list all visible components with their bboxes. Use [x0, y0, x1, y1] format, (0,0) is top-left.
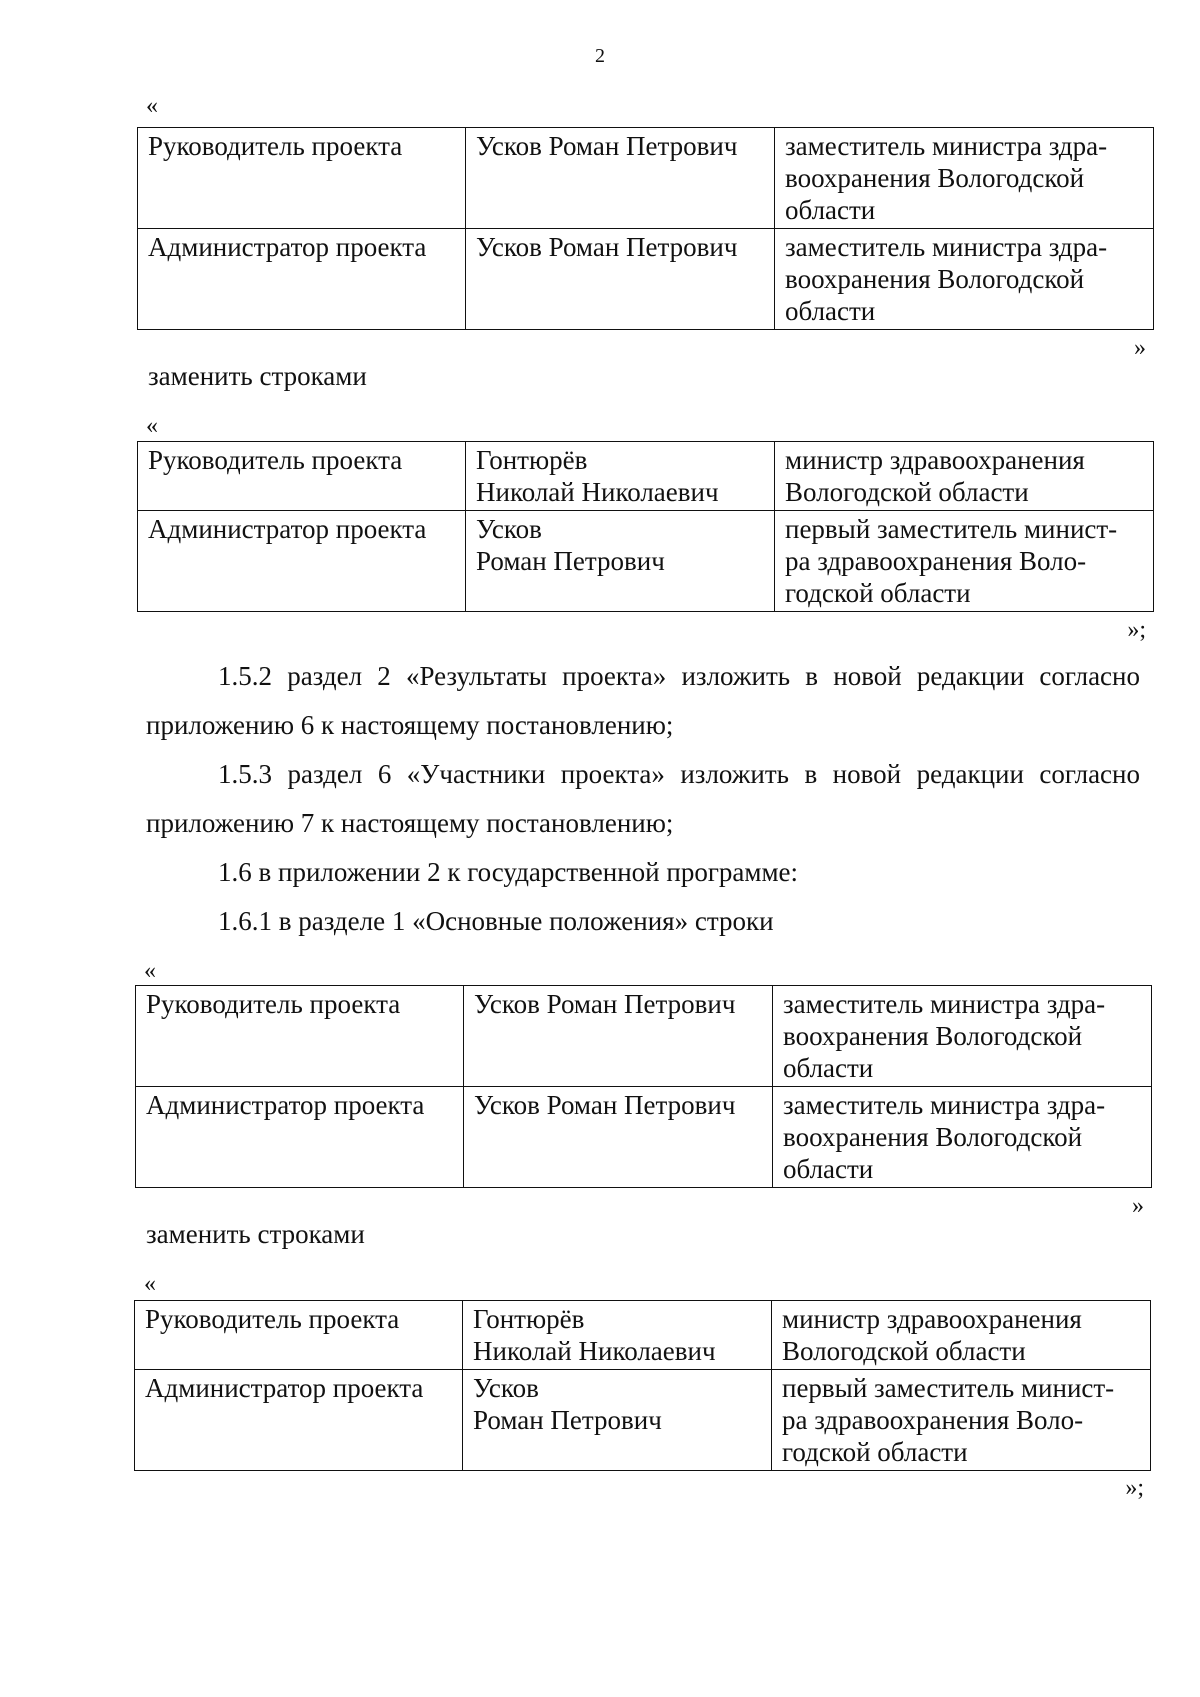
page-number: 2: [595, 45, 605, 67]
old-rows-table-2: [135, 985, 1152, 1188]
name-cell: Усков Роман Петрович: [464, 1087, 773, 1188]
role-cell: Администратор проекта: [138, 229, 466, 330]
table-row: [138, 511, 1154, 612]
name-cell: Усков Роман Петрович: [466, 511, 775, 612]
paragraph-1-6-1: 1.6.1 в разделе 1 «Основные положения» строки: [218, 906, 774, 936]
table-row: [135, 1301, 1151, 1370]
name-cell: Усков Роман Петрович: [464, 986, 773, 1087]
closing-quote-semicolon: »;: [1127, 617, 1146, 643]
paragraph-1-5-3: 1.5.3 раздел 6 «Участники проекта» изложить в новой редакции согласно: [218, 759, 1140, 789]
new-rows-table: [137, 441, 1154, 612]
closing-quote: »: [1134, 335, 1146, 361]
new-rows-table-2: [134, 1300, 1151, 1471]
table-row: [138, 128, 1154, 229]
position-cell: заместитель министра здра- воохранения Вологодской области: [773, 1087, 1152, 1188]
role-cell: Администратор проекта: [138, 511, 466, 612]
position-cell: заместитель министра здра- воохранения Вологодской области: [773, 986, 1152, 1087]
name-cell: Гонтюрёв Николай Николаевич: [466, 442, 775, 511]
name-cell: Гонтюрёв Николай Николаевич: [463, 1301, 772, 1370]
role-cell: Администратор проекта: [135, 1370, 463, 1471]
replace-with-text: заменить строками: [148, 361, 367, 391]
closing-quote: »: [1132, 1193, 1144, 1219]
position-cell: заместитель министра здра- воохранения Вологодской области: [775, 229, 1154, 330]
table-row: [138, 229, 1154, 330]
opening-quote: «: [144, 958, 156, 984]
paragraph-1-5-2-cont: приложению 6 к настоящему постановлению;: [146, 710, 674, 740]
replace-with-text: заменить строками: [146, 1219, 365, 1249]
position-cell: первый заместитель минист- ра здравоохранения Воло- годской области: [775, 511, 1154, 612]
closing-quote-semicolon: »;: [1125, 1475, 1144, 1501]
name-cell: Усков Роман Петрович: [466, 128, 775, 229]
paragraph-1-5-3-cont: приложению 7 к настоящему постановлению;: [146, 808, 674, 838]
position-cell: заместитель министра здра- воохранения Вологодской области: [775, 128, 1154, 229]
role-cell: Руководитель проекта: [135, 1301, 463, 1370]
role-cell: Руководитель проекта: [136, 986, 464, 1087]
old-rows-table: [137, 127, 1154, 330]
position-cell: первый заместитель минист- ра здравоохранения Воло- годской области: [772, 1370, 1151, 1471]
paragraph-1-5-2: 1.5.2 раздел 2 «Результаты проекта» изложить в новой редакции согласно: [218, 661, 1140, 691]
role-cell: Руководитель проекта: [138, 128, 466, 229]
table-row: [136, 986, 1152, 1087]
role-cell: Администратор проекта: [136, 1087, 464, 1188]
name-cell: Усков Роман Петрович: [463, 1370, 772, 1471]
opening-quote: «: [146, 93, 158, 119]
position-cell: министр здравоохранения Вологодской области: [772, 1301, 1151, 1370]
role-cell: Руководитель проекта: [138, 442, 466, 511]
name-cell: Усков Роман Петрович: [466, 229, 775, 330]
table-row: [138, 442, 1154, 511]
table-row: [135, 1370, 1151, 1471]
opening-quote: «: [146, 413, 158, 439]
paragraph-1-6: 1.6 в приложении 2 к государственной программе:: [218, 857, 799, 887]
table-row: [136, 1087, 1152, 1188]
opening-quote: «: [144, 1271, 156, 1297]
position-cell: министр здравоохранения Вологодской области: [775, 442, 1154, 511]
